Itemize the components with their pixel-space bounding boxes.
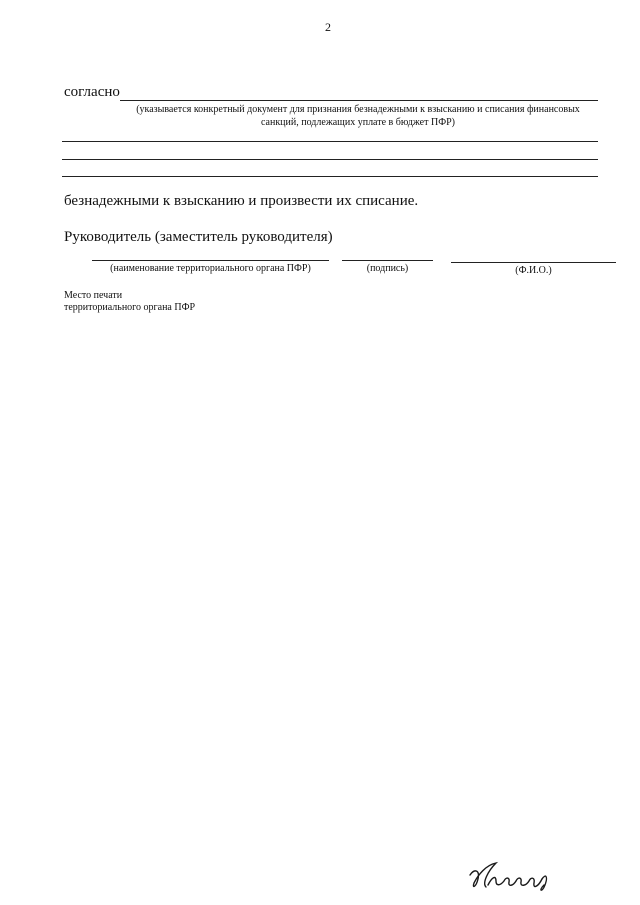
page-number: 2 [325, 20, 331, 34]
fill-line-1 [62, 141, 598, 142]
agreement-label: согласно [64, 84, 120, 100]
handwritten-signature [466, 855, 556, 895]
agreement-note-line-1: (указывается конкретный документ для признания безнадежными к взысканию и списания финансовых [136, 104, 580, 115]
fill-line-2 [62, 159, 598, 160]
full-name-caption: (Ф.И.О.) [515, 265, 552, 276]
write-off-statement: безнадежными к взысканию и произвести их списание. [64, 193, 419, 209]
agreement-note-line-2: санкций, подлежащих уплате в бюджет ПФР) [260, 117, 456, 128]
head-title: Руководитель (заместитель руководителя) [64, 229, 333, 245]
stamp-place-line-2: территориального органа ПФР [64, 302, 196, 313]
agreement-fill-line [120, 100, 598, 101]
full-name-line [451, 262, 616, 263]
org-name-line [92, 260, 329, 261]
org-name-caption: (наименование территориального органа ПФР) [110, 263, 311, 274]
stamp-place [64, 290, 195, 314]
signature-line [342, 260, 433, 261]
fill-line-3 [62, 176, 598, 177]
signature-caption: (подпись) [366, 263, 409, 274]
agreement-note [108, 103, 608, 129]
stamp-place-line-1: Место печати [64, 290, 123, 301]
